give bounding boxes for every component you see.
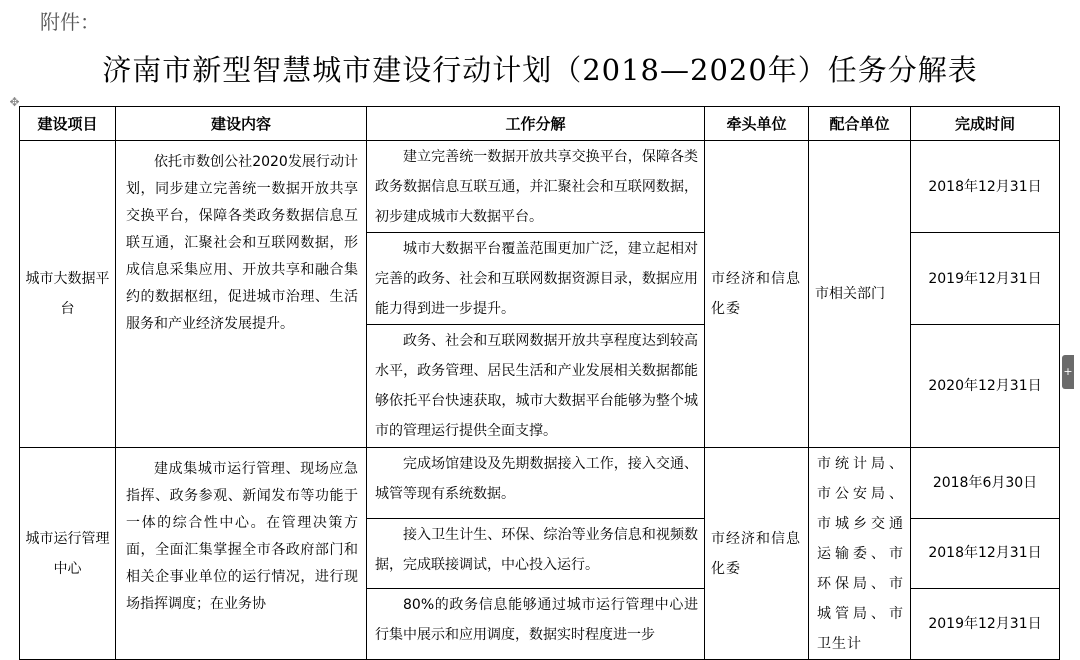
header-coop-unit: 配合单位 [809,107,911,141]
table-row [20,141,1060,233]
lead-unit: 市经济和信息化委 [705,141,809,448]
table-header-row [20,107,1060,141]
task-text: 完成场馆建设及先期数据接入工作，接入交通、城管等现有系统数据。 [367,448,705,519]
coop-unit: 市相关部门 [809,141,911,448]
header-project: 建设项目 [20,107,116,141]
lead-unit: 市经济和信息化委 [705,448,809,660]
header-deadline: 完成时间 [911,107,1060,141]
header-lead-unit: 牵头单位 [705,107,809,141]
task-text: 建立完善统一数据开放共享交换平台，保障各类政务数据信息互联互通，并汇聚社会和互联网数据，初步建成城市大数据平台。 [367,141,705,233]
document-title: 济南市新型智慧城市建设行动计划（2018—2020年）任务分解表 [102,53,978,87]
deadline: 2018年12月31日 [911,141,1060,233]
task-text: 接入卫生计生、环保、综治等业务信息和视频数据，完成联接调试，中心投入运行。 [367,518,705,589]
project-content: 依托市数创公社2020发展行动计划，同步建立完善统一数据开放共享交换平台，保障各类政务数据信息互联互通，汇聚社会和互联网数据，形成信息采集应用、开放共享和融合集约的数据枢纽，促进城市治理、生活服务和产业经济发展提升。 [116,141,367,448]
header-content: 建设内容 [116,107,367,141]
table-move-handle-icon[interactable]: ✥ [9,95,20,109]
deadline: 2018年6月30日 [911,448,1060,519]
project-name: 城市运行管理中心 [20,448,116,660]
deadline: 2020年12月31日 [911,325,1060,448]
deadline: 2019年12月31日 [911,589,1060,660]
project-name: 城市大数据平台 [20,141,116,448]
task-text: 政务、社会和互联网数据开放共享程度达到较高水平，政务管理、居民生活和产业发展相关数据都能够依托平台快速获取，城市大数据平台能够为整个城市的管理运行提供全面支撑。 [367,325,705,448]
task-table [19,106,1060,660]
coop-unit: 市统计局、市公安局、市城乡交通运输委、市环保局、市城管局、市卫生计 [809,448,911,660]
attachment-label: 附件： [40,10,100,34]
side-expand-tab-icon[interactable]: + [1062,355,1074,389]
header-tasks: 工作分解 [367,107,705,141]
deadline: 2018年12月31日 [911,518,1060,589]
project-content: 建成集城市运行管理、现场应急指挥、政务参观、新闻发布等功能于一体的综合性中心。在管理决策方面，全面汇集掌握全市各政府部门和相关企事业单位的运行情况，进行现场指挥调度；在业务协 [116,448,367,660]
task-text: 城市大数据平台覆盖范围更加广泛，建立起相对完善的政务、社会和互联网数据资源目录，数据应用能力得到进一步提升。 [367,233,705,325]
deadline: 2019年12月31日 [911,233,1060,325]
table-row [20,448,1060,519]
task-text: 80%的政务信息能够通过城市运行管理中心进行集中展示和应用调度，数据实时程度进一步 [367,589,705,660]
